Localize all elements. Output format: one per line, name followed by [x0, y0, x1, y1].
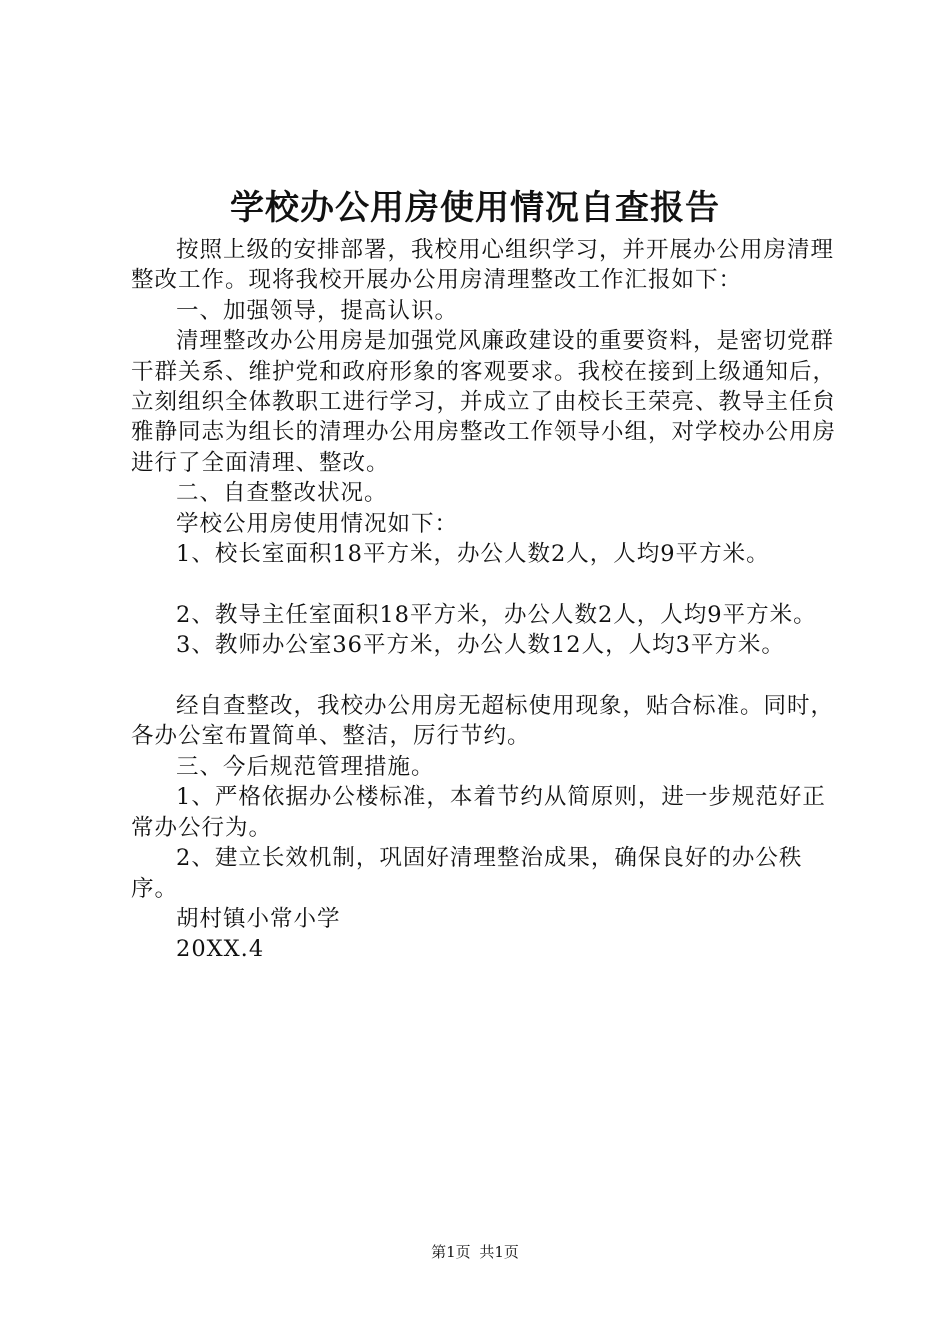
signature-school: 胡村镇小常小学 [176, 905, 341, 932]
list-item-principal-office: 1、校长室面积18平方米，办公人数2人，人均9平方米。 [176, 541, 770, 568]
list-item-measure-2: 2、建立长效机制，巩固好清理整治成果，确保良好的办公秩序。 [131, 845, 803, 902]
list-item-director-office: 2、教导主任室面积18平方米，办公人数2人，人均9平方米。 [176, 601, 817, 628]
list-item-measure-1: 1、严格依据办公楼标准，本着节约从简原则，进一步规范好正常办公行为。 [131, 784, 826, 841]
list-item-teacher-office: 3、教师办公室36平方米，办公人数12人，人均3平方米。 [176, 632, 785, 659]
section-heading-3: 三、今后规范管理措施。 [176, 753, 435, 780]
section-heading-2: 二、自查整改状况。 [176, 480, 388, 507]
signature-date: 20XX.4 [176, 936, 265, 963]
page-number: 第1页 [431, 1243, 471, 1261]
paragraph-section-1: 清理整改办公用房是加强党风廉政建设的重要资料，是密切党群干群关系、维护党和政府形象的客观要求。我校在接到上级通知后，立刻组织全体教职工进行学习，并成立了由校长王荣亮、教导主任贠雅静同志为组长的清理办公用房整改工作领导小组，对学校办公用房进行了全面清理、整改。 [131, 328, 837, 476]
paragraph-intro: 按照上级的安排部署，我校用心组织学习，并开展办公用房清理整改工作。现将我校开展办公用房清理整改工作汇报如下： [131, 237, 835, 294]
document-title: 学校办公用房使用情况自查报告 [230, 188, 720, 228]
document-body [131, 235, 836, 965]
section-heading-1: 一、加强领导，提高认识。 [176, 297, 459, 324]
paragraph-usage-intro: 学校公用房使用情况如下： [176, 510, 459, 537]
paragraph-conclusion: 经自查整改，我校办公用房无超标使用现象，贴合标准。同时，各办公室布置简单、整洁，厉行节约。 [131, 693, 835, 750]
page-total: 共1页 [479, 1243, 519, 1261]
page-footer [0, 1242, 950, 1262]
